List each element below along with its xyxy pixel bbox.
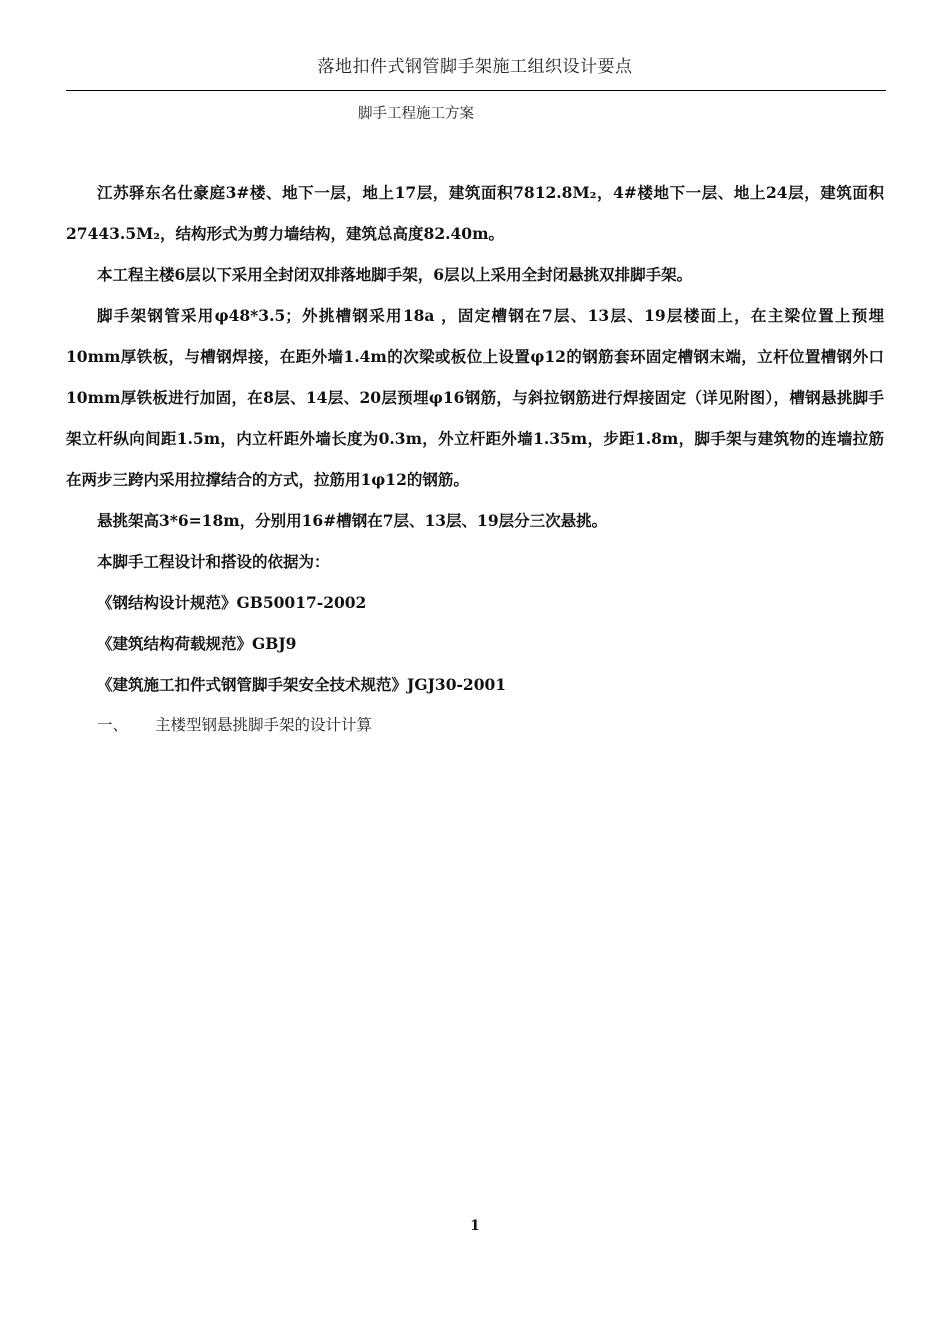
reference-item: 《建筑结构荷载规范》GBJ9 bbox=[97, 634, 297, 653]
section-title: 主楼型钢悬挑脚手架的设计计算 bbox=[155, 716, 373, 734]
header-divider bbox=[66, 90, 886, 91]
reference-item: 《建筑施工扣件式钢管脚手架安全技术规范》JGJ30-2001 bbox=[97, 675, 507, 694]
section-number: 一、 bbox=[97, 716, 129, 734]
document-subtitle: 脚手工程施工方案 bbox=[358, 106, 474, 122]
page-number: 1 bbox=[470, 1218, 480, 1234]
paragraph-scaffold-specs: 脚手架钢管采用φ48*3.5；外挑槽钢采用18a ，固定槽钢在7层、13层、19层楼面上，在主梁位置上预埋10mm厚铁板，与槽钢焊接，在距外墙1.4m的次梁或板位上设置φ12的钢筋套环固定槽钢末端，立杆位置槽钢外口10mm厚铁板进行加固，在8层、14层、20层预埋φ16钢筋，与斜拉钢筋进行焊接固定（详见附图），槽钢悬挑脚手架立杆纵向间距1.5m，内立杆距外墙长度为0.3m，外立杆距外墙1.35m，步距1.8m，脚手架与建筑物的连墙拉筋在两步三跨内采用拉撑结合的方式，拉筋用1φ12的钢筋。 bbox=[66, 306, 884, 489]
paragraph-cantilever-height: 悬挑架高3*6=18m，分别用16#槽钢在7层、13层、19层分三次悬挑。 bbox=[97, 511, 608, 530]
paragraph-design-basis: 本脚手工程设计和搭设的依据为： bbox=[97, 552, 330, 571]
paragraph-project-overview: 江苏驿东名仕豪庭3#楼、地下一层，地上17层，建筑面积7812.8M₂，4#楼地下一层、地上24层，建筑面积27443.5M₂，结构形式为剪力墙结构，建筑总高度82.40m。 bbox=[66, 183, 884, 243]
header-title: 落地扣件式钢管脚手架施工组织设计要点 bbox=[317, 57, 633, 77]
document-body bbox=[66, 172, 884, 746]
paragraph-scaffold-type: 本工程主楼6层以下采用全封闭双排落地脚手架，6层以上采用全封闭悬挑双排脚手架。 bbox=[97, 265, 693, 284]
section-heading bbox=[66, 705, 884, 746]
reference-item: 《钢结构设计规范》GB50017-2002 bbox=[97, 593, 367, 612]
